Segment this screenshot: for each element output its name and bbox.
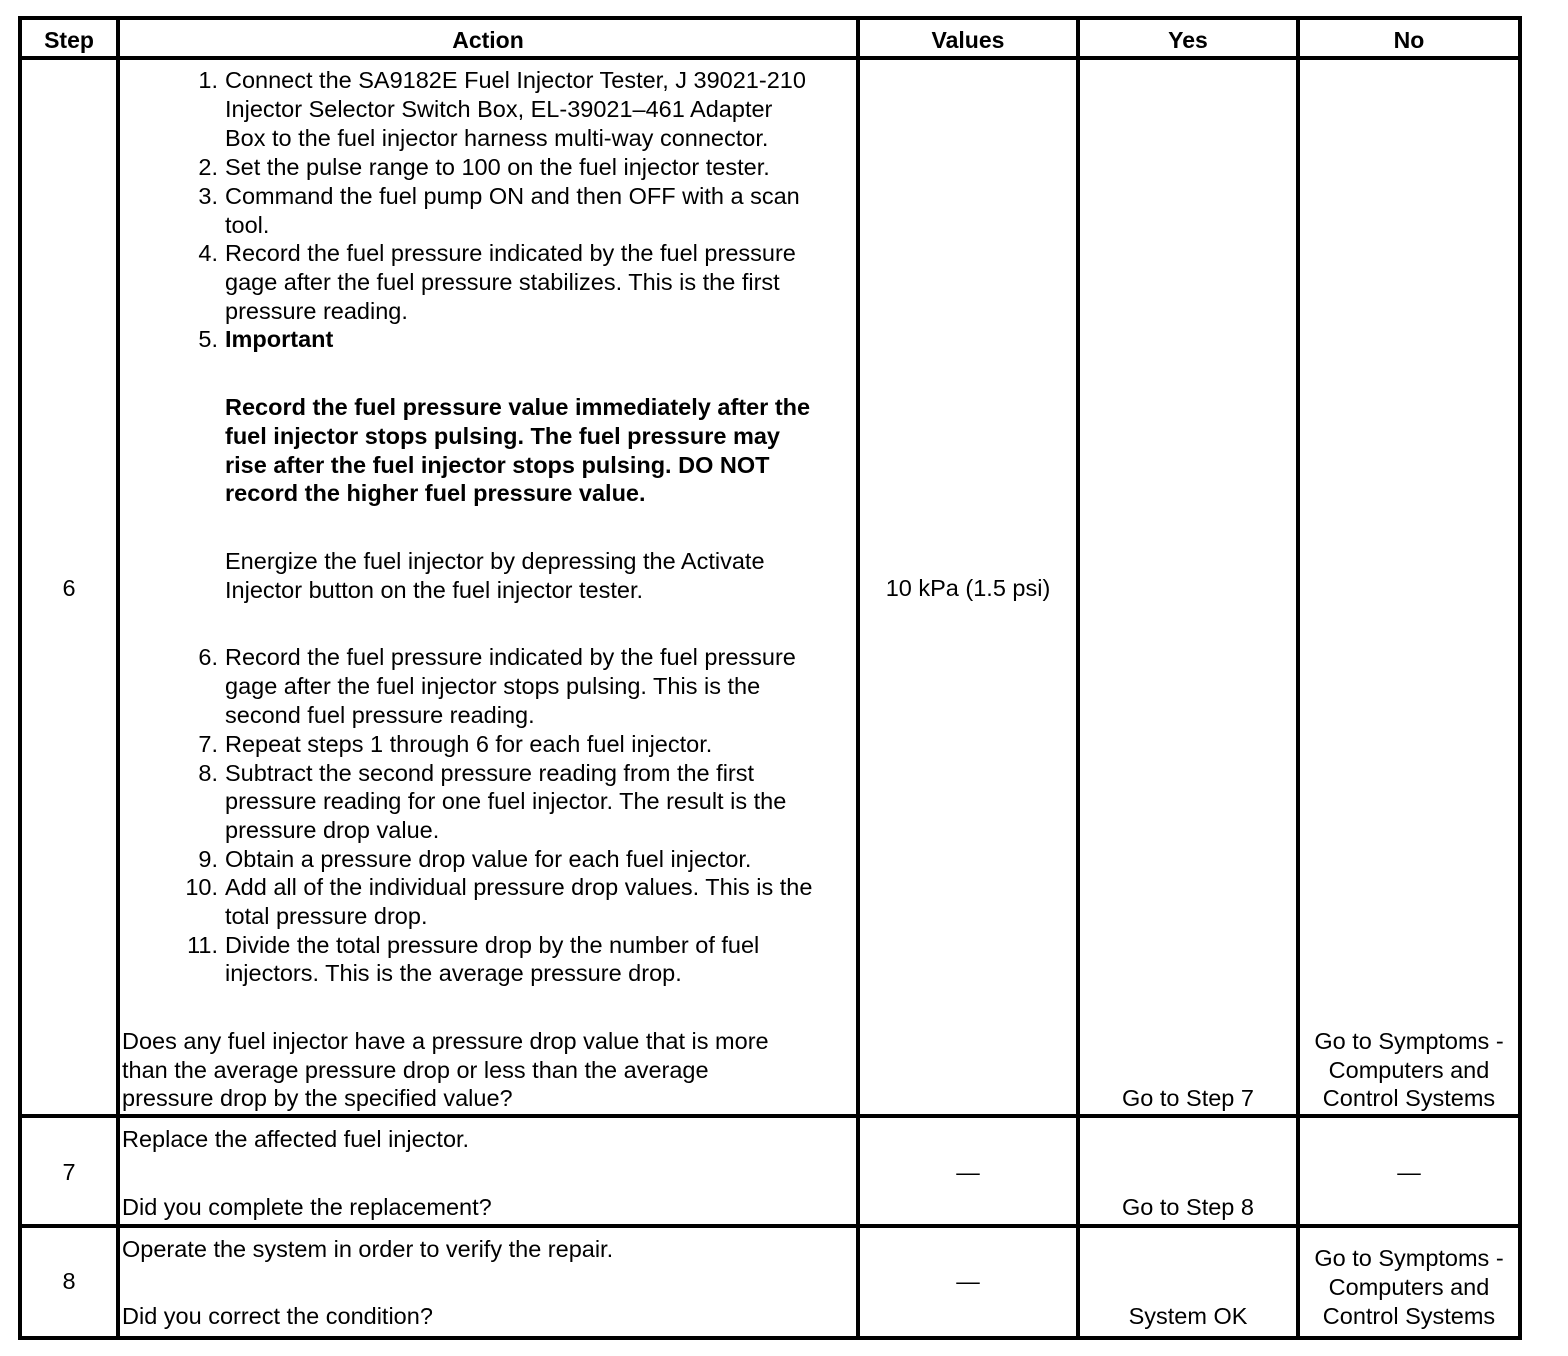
action-text: Replace the affected fuel injector. (122, 1126, 470, 1152)
list-text-line: second fuel pressure reading. (225, 702, 535, 728)
list-text-line: Record the fuel pressure indicated by the fuel pressure (225, 240, 796, 266)
no-action-line: Go to Symptoms - (1314, 1245, 1504, 1271)
list-text-line: gage after the fuel injector stops pulsing. This is the (225, 673, 761, 699)
list-text-line: injectors. This is the average pressure drop. (225, 960, 682, 986)
procedure-table (18, 16, 1522, 1340)
column-divider-action (856, 16, 860, 1340)
step-number: 7 (62, 1159, 76, 1185)
list-text-line: Command the fuel pump ON and then OFF with a scan (225, 183, 800, 209)
header-no: No (1393, 27, 1425, 53)
note-line: rise after the fuel injector stops pulsing. DO NOT (225, 452, 770, 478)
list-text-line: pressure reading. (225, 298, 408, 324)
list-text-line: Repeat steps 1 through 6 for each fuel injector. (225, 731, 713, 757)
list-number: 6. (198, 644, 218, 670)
column-divider-yes (1296, 16, 1300, 1340)
list-text-line: gage after the fuel pressure stabilizes. This is the first (225, 269, 780, 295)
specified-value: — (956, 1159, 980, 1185)
column-divider-step (116, 16, 120, 1340)
no-action-line: Computers and (1328, 1057, 1490, 1083)
list-text-line: Add all of the individual pressure drop values. This is the (225, 874, 813, 900)
list-text-line: Obtain a pressure drop value for each fuel injector. (225, 846, 752, 872)
list-text-line: total pressure drop. (225, 903, 428, 929)
list-text-line: Injector Selector Switch Box, EL-39021–461 Adapter (225, 96, 773, 122)
column-divider-values (1076, 16, 1080, 1340)
list-text-line: tool. (225, 212, 270, 238)
header-action: Action (452, 27, 524, 53)
list-number: 7. (198, 731, 218, 757)
step-number: 8 (62, 1268, 76, 1294)
action-text: Operate the system in order to verify the repair. (122, 1236, 614, 1262)
list-number: 3. (198, 183, 218, 209)
question-line: Does any fuel injector have a pressure drop value that is more (122, 1028, 769, 1054)
note-line: fuel injector stops pulsing. The fuel pressure may (225, 423, 780, 449)
list-number: 1. (198, 67, 218, 93)
note-line: record the higher fuel pressure value. (225, 480, 646, 506)
header-yes: Yes (1168, 27, 1208, 53)
list-number: 9. (198, 846, 218, 872)
list-text-line: Box to the fuel injector harness multi-way connector. (225, 125, 769, 151)
question-line: than the average pressure drop or less than the average (122, 1057, 709, 1083)
instruction-line: Energize the fuel injector by depressing the Activate (225, 548, 765, 574)
table-border-left (18, 16, 22, 1340)
specified-value: — (956, 1268, 980, 1294)
no-action-line: Go to Symptoms - (1314, 1028, 1504, 1054)
list-text-line: Divide the total pressure drop by the number of fuel (225, 932, 760, 958)
list-text-line: Subtract the second pressure reading from the first (225, 760, 755, 786)
list-text-line: Connect the SA9182E Fuel Injector Tester, J 39021-210 (225, 67, 806, 93)
question-line: Did you correct the condition? (122, 1303, 433, 1329)
specified-value: 10 kPa (1.5 psi) (885, 575, 1051, 601)
list-number: 8. (198, 760, 218, 786)
instruction-line: Injector button on the fuel injector tester. (225, 577, 644, 603)
table-border-right (1518, 16, 1522, 1340)
list-text-line: pressure reading for one fuel injector. The result is the (225, 788, 787, 814)
question-line: Did you complete the replacement? (122, 1194, 492, 1220)
list-number: 4. (198, 240, 218, 266)
list-text-line: Record the fuel pressure indicated by the fuel pressure (225, 644, 796, 670)
step-number: 6 (62, 575, 76, 601)
list-number: 2. (198, 154, 218, 180)
list-text-line: pressure drop value. (225, 817, 440, 843)
list-number: 10. (185, 874, 218, 900)
no-action: — (1397, 1159, 1421, 1185)
yes-action: Go to Step 8 (1122, 1194, 1254, 1220)
header-values: Values (931, 27, 1005, 53)
list-number: 5. (198, 326, 218, 352)
no-action-line: Control Systems (1322, 1303, 1496, 1329)
header-step: Step (44, 27, 94, 53)
list-number: 11. (187, 932, 218, 958)
no-action-line: Control Systems (1322, 1085, 1496, 1111)
yes-action: System OK (1128, 1303, 1248, 1329)
list-text-line: Set the pulse range to 100 on the fuel injector tester. (225, 154, 770, 180)
yes-action: Go to Step 7 (1122, 1085, 1254, 1111)
question-line: pressure drop by the specified value? (122, 1085, 513, 1111)
note-line: Record the fuel pressure value immediately after the (225, 394, 811, 420)
no-action-line: Computers and (1328, 1274, 1490, 1300)
important-heading: Important (225, 326, 334, 352)
